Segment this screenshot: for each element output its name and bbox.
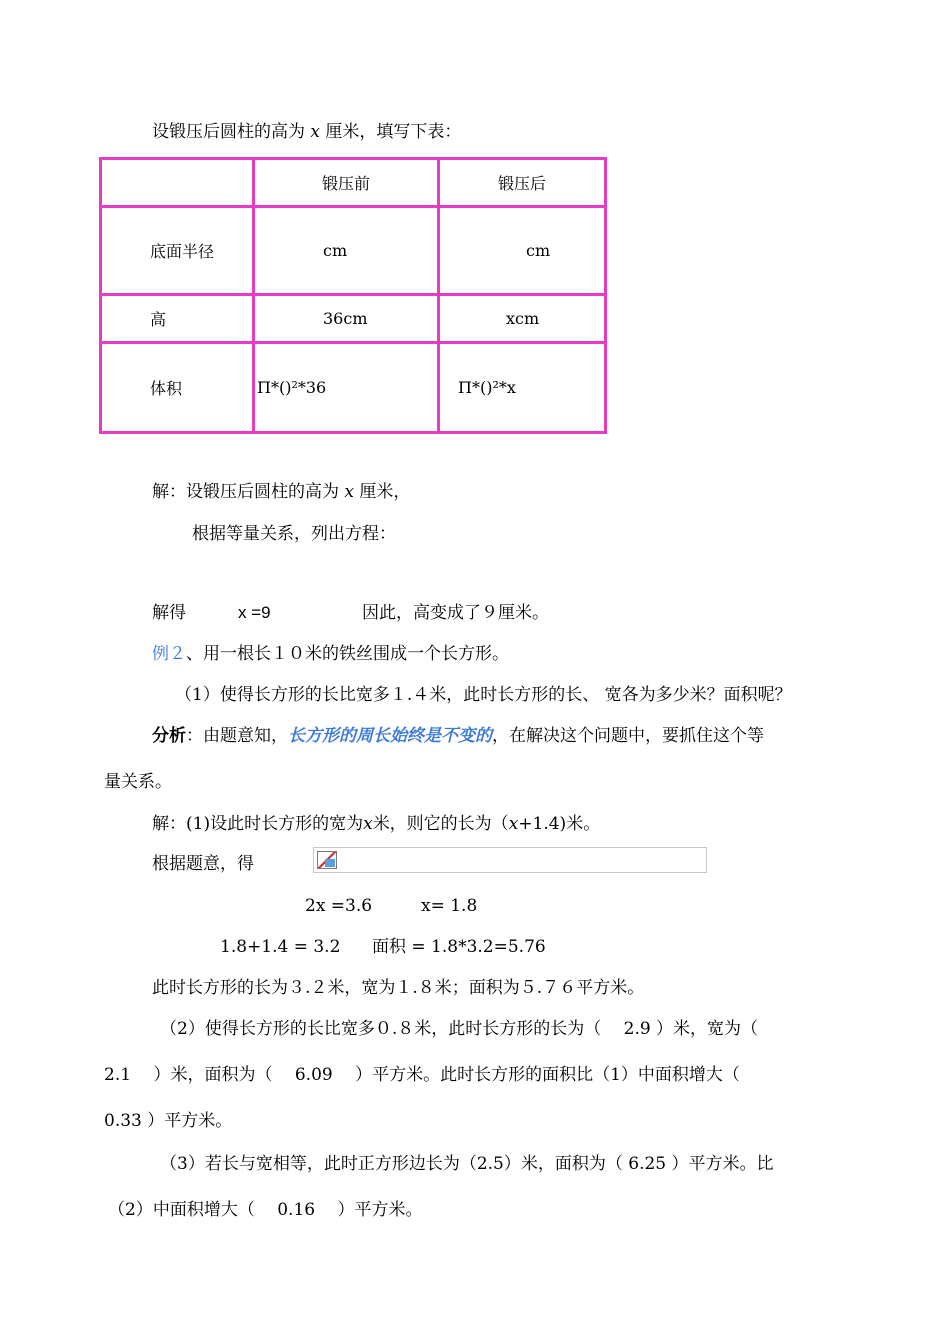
example2-title: 、用一根长１０米的铁丝围成一个长方形。 [186, 644, 509, 664]
table-cell: Π*()²*36 [254, 343, 439, 433]
solution-line3-a: 解得 [152, 603, 186, 623]
eq2: x= 1.8 [421, 896, 478, 916]
eq3: 1.8+1.4 = 3.2 [220, 937, 341, 957]
table-row [101, 207, 606, 295]
q2-line-a: （2）使得长方形的长比宽多０.８米，此时长方形的长为（ 2.9 ）米，宽为（ [160, 1019, 759, 1039]
table-cell: xcm [439, 295, 606, 343]
table-row [101, 295, 606, 343]
q3-line-a: （3）若长与宽相等，此时正方形边长为（2.5）米，面积为（ 6.25 ）平方米。比 [160, 1154, 774, 1174]
example2-title-line [152, 642, 509, 666]
q3-line-b: （2）中面积增大（ 0.16 ）平方米。 [108, 1200, 423, 1220]
solution-line1-prefix: 解：设锻压后圆柱的高为 [152, 482, 345, 502]
intro-suffix: 厘米，填写下表： [320, 122, 462, 142]
sol1-c: +1.4)米。 [518, 814, 601, 834]
table-row [101, 159, 606, 207]
broken-image-icon [317, 851, 337, 869]
eq1: 2x =3.6 [305, 896, 373, 916]
analysis-emph: 长方形的周长始终是不变的 [288, 726, 492, 746]
table-header-cell: 锻压后 [439, 159, 606, 207]
example2-tag: 例２ [152, 644, 186, 664]
solution-line1-var: x [344, 482, 354, 502]
table-cell: Π*()²*x [439, 343, 606, 433]
analysis-cont: 量关系。 [104, 772, 172, 792]
solution-line3-c: 因此，高变成了９厘米。 [362, 603, 549, 623]
analysis-line [152, 724, 764, 748]
example2-q1: （1）使得长方形的长比宽多１.４米，此时长方形的长、 宽各为多少米？面积呢？ [175, 685, 792, 705]
table-header-cell: 锻压前 [254, 159, 439, 207]
table-header-cell [101, 159, 254, 207]
intro-line [152, 120, 461, 144]
analysis-a: ：由题意知， [186, 726, 288, 746]
sol1-var1: x [363, 814, 373, 834]
table-row-label: 体积 [101, 343, 254, 433]
sol1-var2: x [508, 814, 519, 834]
sol1-b: 米，则它的长为（ [372, 814, 509, 834]
sol1-a: 解：(1)设此时长方形的宽为 [152, 814, 364, 834]
data-table [99, 157, 607, 434]
table-cell: 36cm [254, 295, 439, 343]
analysis-b: ，在解决这个问题中，要抓住这个等 [492, 726, 764, 746]
table-row-label: 底面半径 [101, 207, 254, 295]
intro-prefix: 设锻压后圆柱的高为 [152, 122, 311, 142]
solution-line3-b: x =9 [238, 603, 271, 622]
solution-line-1 [152, 480, 410, 504]
analysis-label: 分析 [152, 726, 186, 746]
table-cell: cm [439, 207, 606, 295]
solution-line1-suffix: 厘米， [354, 482, 411, 502]
accord-line: 根据题意，得 [152, 854, 254, 874]
intro-var: x [310, 122, 320, 142]
q2-line-c: 0.33 ）平方米。 [104, 1111, 233, 1131]
q2-line-b: 2.1 ）米，面积为（ 6.09 ）平方米。此时长方形的面积比（1）中面积增大（ [104, 1065, 740, 1085]
table-row-label: 高 [101, 295, 254, 343]
result-line: 此时长方形的长为３.２米，宽为１.８米；面积为５.７６平方米。 [152, 978, 645, 998]
eq4: 面积 = 1.8*3.2=5.76 [372, 937, 546, 957]
table-row [101, 343, 606, 433]
solution-line-2: 根据等量关系，列出方程： [192, 524, 396, 544]
table-cell: cm [254, 207, 439, 295]
equation-image-placeholder [313, 847, 707, 873]
sol1-line [152, 812, 600, 836]
